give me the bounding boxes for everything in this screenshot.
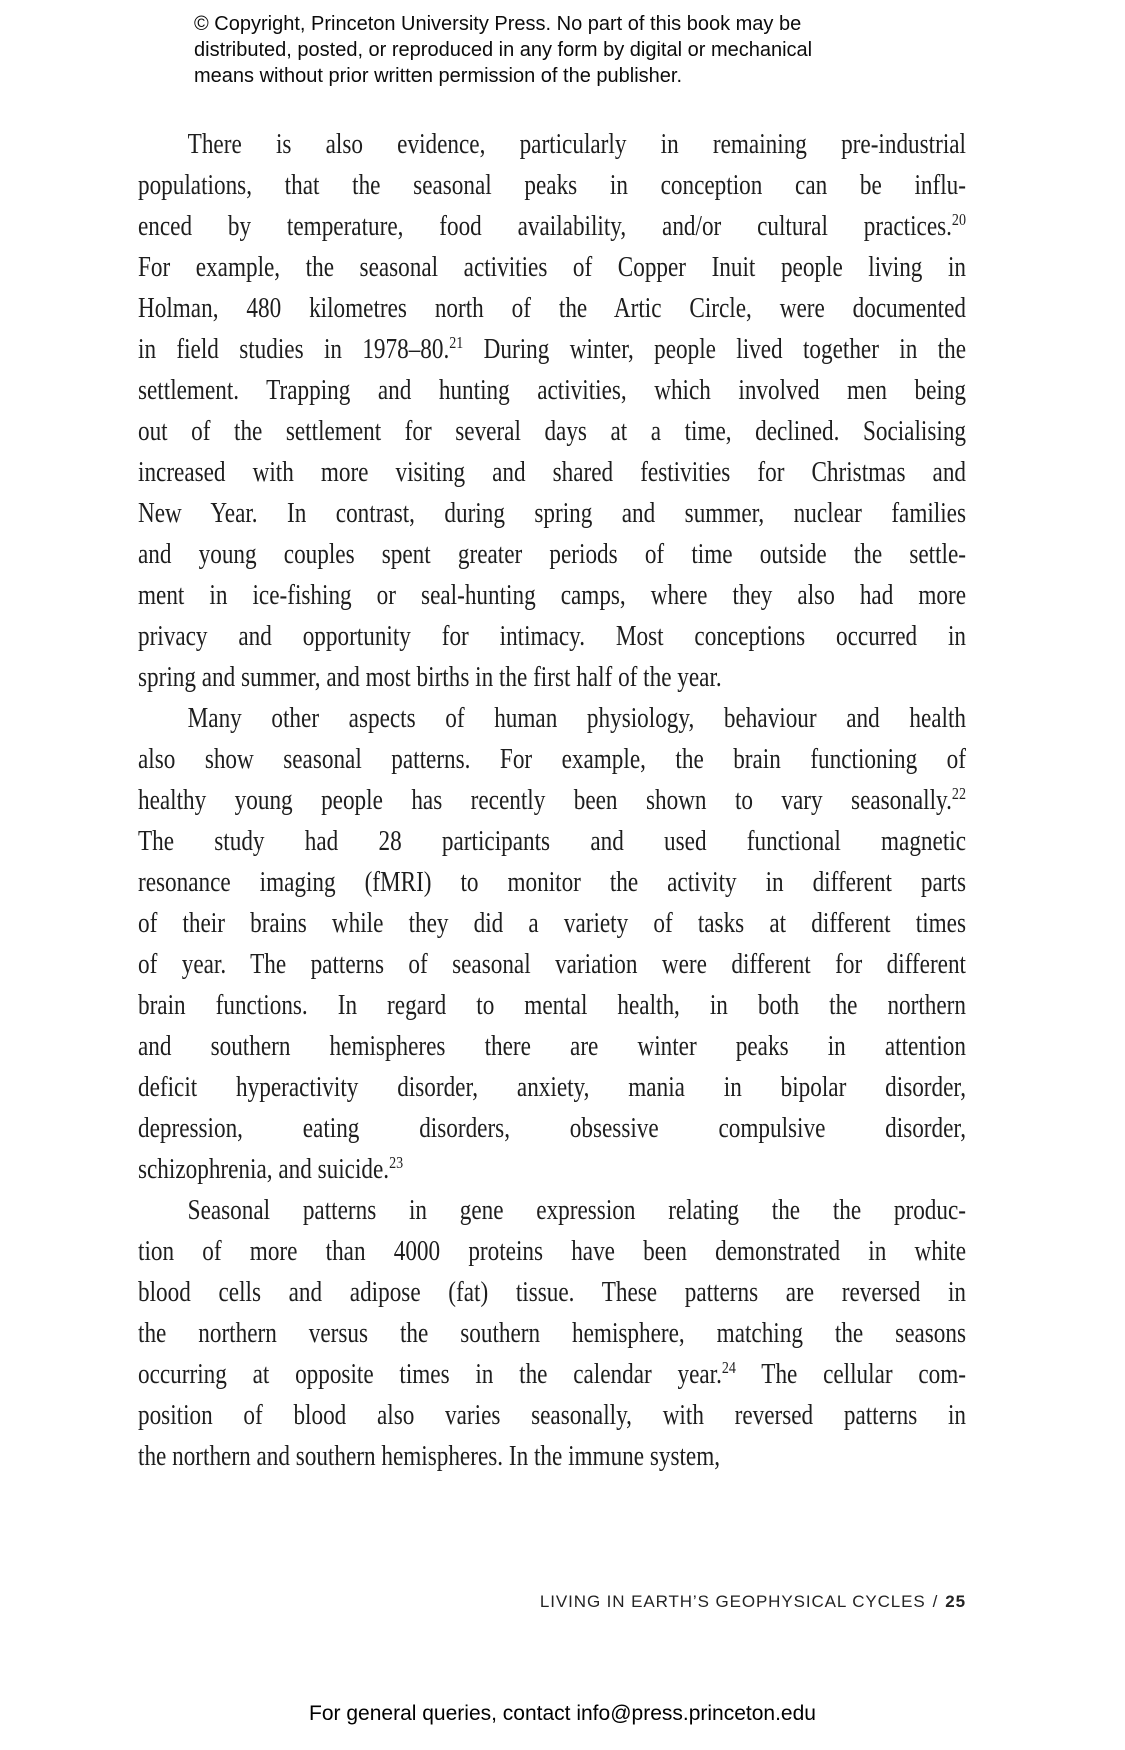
body-line: and young couples spent greater periods of time outside the settle- bbox=[138, 539, 966, 570]
body-line: privacy and opportunity for intimacy. Most conceptions occurred in bbox=[138, 621, 966, 652]
body-line: spring and summer, and most births in the first half of the year. bbox=[138, 662, 722, 693]
body-line: healthy young people has recently been shown to vary seasonally.$^{22}$ bbox=[138, 784, 966, 816]
footnote-reference: 20 bbox=[951, 210, 966, 229]
copyright-line: means without prior written permission of the publisher. bbox=[194, 65, 683, 87]
body-line: resonance imaging (fMRI) to monitor the activity in different parts bbox=[138, 867, 966, 898]
body-line: out of the settlement for several days at a time, declined. Socialising bbox=[138, 416, 966, 447]
paragraph bbox=[138, 124, 966, 698]
paragraph bbox=[138, 1190, 966, 1477]
footnote-reference: 21 bbox=[449, 333, 464, 352]
footnote-reference: 23 bbox=[389, 1153, 404, 1172]
paragraph bbox=[138, 698, 966, 1190]
body-line: the northern and southern hemispheres. In the immune system, bbox=[138, 1441, 721, 1472]
running-head-text: LIVING IN EARTH’S GEOPHYSICAL CYCLES bbox=[539, 1592, 926, 1611]
body-line: New Year. In contrast, during spring and summer, nuclear families bbox=[138, 498, 966, 529]
body-line: increased with more visiting and shared festivities for Christmas and bbox=[138, 457, 966, 488]
body-line: enced by temperature, food availability, and/or cultural practices.$^{20}$ bbox=[138, 210, 966, 242]
body-line: Holman, 480 kilometres north of the Artic Circle, were documented bbox=[138, 293, 966, 324]
body-line: For example, the seasonal activities of Copper Inuit people living in bbox=[138, 252, 966, 283]
body-line: depression, eating disorders, obsessive compulsive disorder, bbox=[138, 1113, 966, 1144]
footnote-reference: 22 bbox=[951, 784, 966, 803]
body-line: occurring at opposite times in the calendar year.$^{24}$ The cellular com- bbox=[138, 1358, 966, 1390]
body-line: the northern versus the southern hemisphere, matching the seasons bbox=[138, 1318, 966, 1349]
body-line: There is also evidence, particularly in remaining pre-industrial bbox=[187, 129, 966, 160]
body-line: tion of more than 4000 proteins have been demonstrated in white bbox=[138, 1236, 966, 1267]
body-line: blood cells and adipose (fat) tissue. These patterns are reversed in bbox=[138, 1277, 966, 1308]
body-line: deficit hyperactivity disorder, anxiety, mania in bipolar disorder, bbox=[138, 1072, 966, 1103]
body-line: ment in ice-fishing or seal-hunting camps, where they also had more bbox=[138, 580, 966, 611]
body-line: of year. The patterns of seasonal variation were different for different bbox=[138, 949, 966, 980]
body-line: also show seasonal patterns. For example, the brain functioning of bbox=[138, 744, 966, 775]
copyright-notice bbox=[194, 11, 812, 89]
body-line: position of blood also varies seasonally, with reversed patterns in bbox=[138, 1400, 966, 1431]
body-line: in field studies in 1978–80.21 During winter, people lived together in the bbox=[138, 333, 966, 365]
body-line: Seasonal patterns in gene expression relating the the produc- bbox=[187, 1195, 966, 1226]
contact-line: For general queries, contact info@press.princeton.edu bbox=[309, 1702, 816, 1725]
copyright-line: distributed, posted, or reproduced in any form by digital or mechanical bbox=[194, 39, 813, 61]
body-line: settlement. Trapping and hunting activities, which involved men being bbox=[138, 375, 966, 406]
footnote-reference: 24 bbox=[721, 1358, 736, 1377]
body-line: populations, that the seasonal peaks in conception can be influ- bbox=[138, 170, 966, 201]
body-line: brain functions. In regard to mental health, in both the northern bbox=[138, 990, 966, 1021]
page-number: 25 bbox=[945, 1592, 966, 1611]
footer-separator: / bbox=[932, 1592, 939, 1611]
body-line: and southern hemispheres there are winter peaks in attention bbox=[138, 1031, 966, 1062]
body-line: of their brains while they did a variety of tasks at different times bbox=[138, 908, 966, 939]
running-footer bbox=[540, 1592, 966, 1612]
copyright-line: © Copyright, Princeton University Press. No part of this book may be bbox=[194, 13, 802, 35]
body-line: The study had 28 participants and used functional magnetic bbox=[138, 826, 966, 857]
page-body-text bbox=[138, 124, 966, 1477]
body-line: Many other aspects of human physiology, behaviour and health bbox=[187, 703, 966, 734]
body-line: schizophrenia, and suicide.$^{23}$ bbox=[138, 1153, 404, 1185]
